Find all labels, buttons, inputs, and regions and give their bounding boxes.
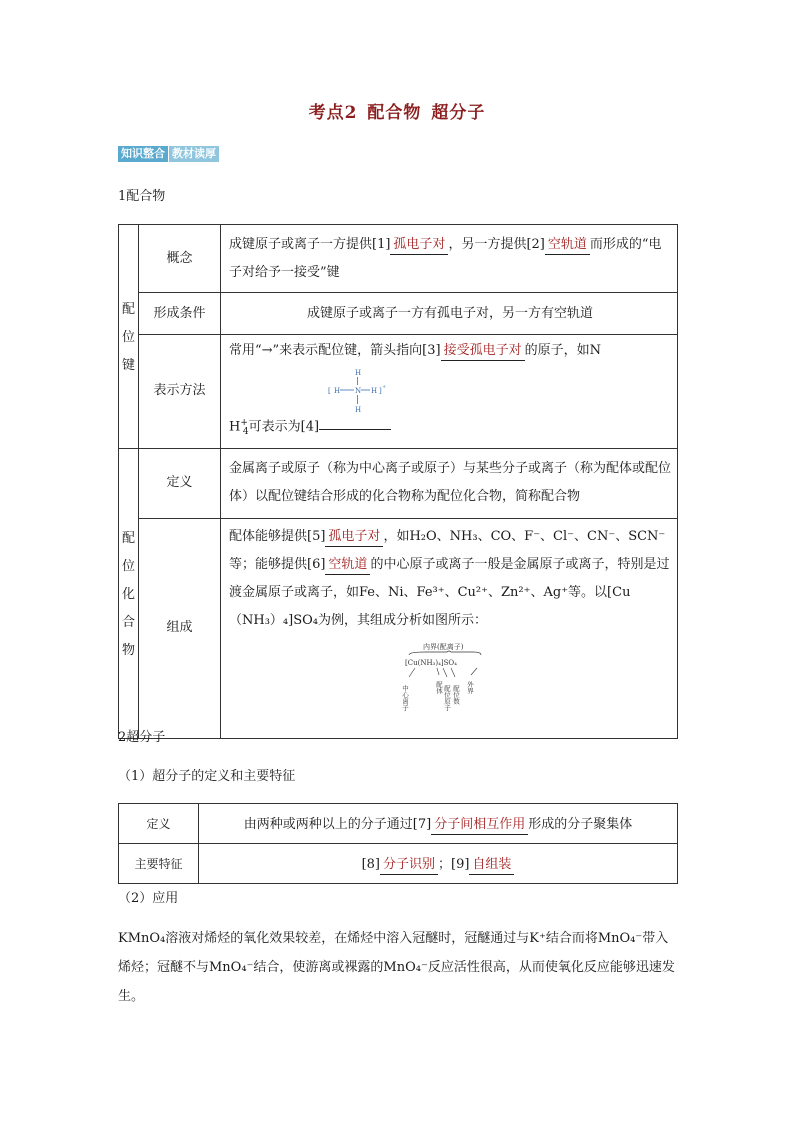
answer-8: 分子识别 <box>380 856 438 875</box>
coord-bond-group-label <box>119 225 139 449</box>
tag-textbook-reading: 教材读厚 <box>169 146 219 162</box>
ammonium-diagram <box>324 367 394 415</box>
text: ，另一方提供[2] <box>448 236 545 252</box>
diagram-label-donor: 配位原子 <box>443 685 451 712</box>
vlabel-char: 配 <box>121 302 135 318</box>
svg-text:]: ] <box>379 387 382 395</box>
text: 的原子，如N <box>524 343 602 358</box>
notation-content: 常用“→”来表示配位键，箭头指向[3] 接受孤电子对 的原子，如N H [ H N H ] + H $H^+_4$可表示为[4] <box>221 335 678 449</box>
text: 可表示为[4] <box>248 419 320 435</box>
vlabel-char: 化 <box>121 587 135 603</box>
definition-label: 定义 <box>139 448 221 518</box>
text: 的中心原子或离子一般是金属原子或离子，特别是过渡金属原子或离子，如Fe、Ni、Fe³⁺、Cu²⁺、Zn²⁺、Ag⁺等。以[Cu（NH₃）₄]SO₄为例，其组成分析如图所示： <box>229 557 670 629</box>
section2-sub2: （2）应用 <box>118 891 179 906</box>
text: ；[9] <box>438 856 470 872</box>
coordination-table <box>118 224 678 739</box>
answer-2: 空轨道 <box>545 236 590 255</box>
definition-content: 金属离子或原子（称为中心离子或原子）与某些分子或离子（称为配体或配位体）以配位键结合形成的化合物称为配位化合物，简称配合物 <box>221 448 678 518</box>
knowledge-tags <box>118 146 219 162</box>
text: 配体能够提供[5] <box>229 529 326 545</box>
answer-7: 分子间相互作用 <box>431 816 528 835</box>
section1-heading: 1配合物 <box>118 189 166 204</box>
svg-text:H: H <box>334 387 341 395</box>
text: H <box>229 419 241 435</box>
condition-label: 形成条件 <box>139 293 221 335</box>
text: ，如H₂O、NH₃、CO、F⁻、Cl⁻、CN⁻、SCN⁻等；能够提供[6] <box>229 529 666 573</box>
vlabel-char: 物 <box>121 643 135 659</box>
complex-group-label <box>119 448 139 738</box>
vlabel-char: 键 <box>121 358 135 374</box>
diagram-formula: [Cu(NH₃)₄]SO₄ <box>405 659 457 668</box>
title-topic2: 超分子 <box>431 103 486 123</box>
title-topic1: 配合物 <box>367 103 422 123</box>
diagram-label-center: 中心离子 <box>401 685 409 712</box>
section2-sub1: （1）超分子的定义和主要特征 <box>118 769 296 784</box>
notation-label: 表示方法 <box>139 335 221 449</box>
answer-6: 空轨道 <box>325 556 370 575</box>
supra-features-content <box>199 844 678 884</box>
diagram-label-number: 配位数 <box>452 685 460 705</box>
text: 由两种或两种以上的分子通过[7] <box>243 816 432 832</box>
text: [8] <box>361 856 380 872</box>
svg-text:[: [ <box>328 387 331 395</box>
svg-text:H: H <box>355 406 362 414</box>
concept-content <box>221 225 678 293</box>
diagram-label-ligand: 配体 <box>435 681 443 695</box>
answer-3: 接受孤电子对 <box>441 342 525 361</box>
composition-content <box>221 518 678 738</box>
text: 而形成的“电子对给予一接受”键 <box>229 236 662 280</box>
vlabel-char: 位 <box>121 559 135 575</box>
vlabel-char: 合 <box>121 615 135 631</box>
svg-text:H: H <box>371 387 378 395</box>
supra-definition-content <box>199 804 678 844</box>
blank-4 <box>319 414 391 430</box>
diagram-inner: 内界(配离子) <box>423 643 464 652</box>
tag-knowledge-integration: 知识整合 <box>118 146 168 162</box>
supramolecule-table <box>118 803 678 884</box>
text: 成键原子或离子一方提供[1] <box>229 236 391 252</box>
concept-label: 概念 <box>139 225 221 293</box>
composition-label: 组成 <box>139 518 221 738</box>
svg-text:+: + <box>382 384 387 390</box>
text: 常用“→”来表示配位键，箭头指向[3] <box>229 343 441 358</box>
answer-9: 自组装 <box>469 856 514 875</box>
text: 形成的分子聚集体 <box>528 816 633 832</box>
vlabel-char: 位 <box>121 330 135 346</box>
page-title <box>0 98 794 123</box>
svg-text:N: N <box>355 387 362 395</box>
answer-5: 孤电子对 <box>325 528 383 547</box>
application-paragraph: KMnO₄溶液对烯烃的氧化效果较差，在烯烃中溶入冠醚时，冠醚通过与K⁺结合而将MnO₄⁻带入烯烃；冠醚不与MnO₄⁻结合，使游离或裸露的MnO₄⁻反应活性很高，从而使氧化反应能够迅速发生。 <box>118 931 675 1004</box>
complex-composition-diagram <box>395 641 505 727</box>
supra-features-label: 主要特征 <box>119 844 199 884</box>
svg-text:H: H <box>355 369 362 377</box>
answer-1: 孤电子对 <box>390 236 448 255</box>
vlabel-char: 配 <box>121 531 135 547</box>
supra-definition-label: 定义 <box>119 804 199 844</box>
diagram-label-outer: 外界 <box>466 681 474 695</box>
title-prefix: 考点2 <box>308 103 358 123</box>
ammonium-structure <box>229 367 489 415</box>
condition-content: 成键原子或离子一方有孤电子对，另一方有空轨道 <box>221 293 678 335</box>
section2-heading: 2超分子 <box>118 730 166 745</box>
